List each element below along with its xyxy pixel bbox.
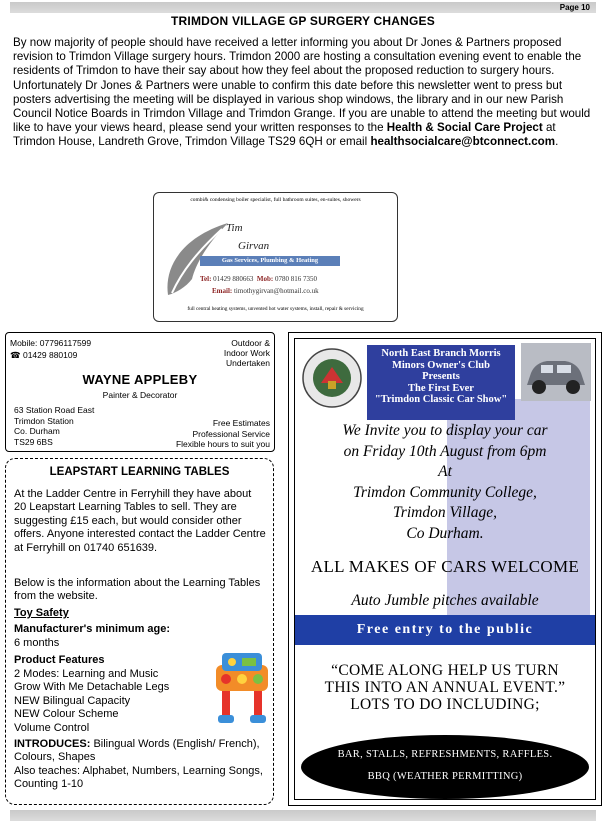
leapstart-article [5,458,274,805]
come-along-quote: “COME ALONG HELP US TURN THIS INTO AN ANNUAL EVENT.” LOTS TO DO INCLUDING; [324,662,566,713]
tg-email-line: Email: timothygirvan@hotmail.co.uk [212,287,319,295]
list-item: NEW Bilingual Capacity [14,694,131,707]
wa-mobile: Mobile: 07796117599 [10,338,92,348]
list-item: Volume Control [14,721,90,734]
leapstart-para1: At the Ladder Centre in Ferryhill they have about 20 Leapstart Learning Tables to sell. They are suggesting £15 each, but would consider other offers. Anyone interested contact the Ladder Centre at Ferryhill on 01740 651639. [14,488,266,554]
wa-services: Free Estimates Professional Service Flexible hours to suit you [175,418,270,449]
top-decor-bar [10,2,596,13]
invite-text: We Invite you to display your car on Friday 10th August from 6pm At Trimdon Community College, Trimdon Village, Co Durham. [342,422,548,542]
tim-girvan-advert [153,192,398,322]
classic-car-icon [521,343,591,401]
project-name: Health & Social Care Project [386,121,543,135]
leapstart-heading: LEAPSTART LEARNING TABLES [49,466,230,478]
tg-name-first: Tim [226,222,243,234]
wa-name: WAYNE APPLEBY [82,372,198,387]
bottom-decor-bar [10,810,596,821]
phone-icon: ☎ [10,350,21,360]
wa-phone: ☎ 01429 880109 [10,350,78,360]
tg-banner: Gas Services, Plumbing & Heating [200,256,340,266]
min-age-value: 6 months [14,637,60,649]
learning-table-toy-icon [212,649,272,727]
wayne-appleby-advert [5,332,275,452]
leapstart-para2: Below is the information about the Learning Tables from the website. [14,577,261,603]
article-body-mid: at Trimdon House, Landreth Grove, Trimdon Village TS29 6QH or email [13,121,556,149]
article-title: TRIMDON VILLAGE GP SURGERY CHANGES [171,14,435,28]
tg-phone-line: Tel: 01429 880663 Mob: 0780 816 7350 [200,275,318,283]
page-number: Page 10 [559,3,590,12]
wa-role: Painter & Decorator [102,390,178,400]
wa-work-type: Outdoor & Indoor Work Undertaken [223,338,270,368]
all-makes-welcome: ALL MAKES OF CARS WELCOME [310,557,580,576]
article-body [13,36,597,150]
tg-name-last: Girvan [238,240,270,252]
club-header: North East Branch Morris Minors Owner's Club Presents The First Ever "Trimdon Classic Car Show" [367,345,515,420]
tg-services-bottom: full central heating systems, unvented hot water systems, install, repair & servicing [187,306,364,312]
min-age-label: Manufacturer's minimum age: [14,623,171,635]
car-show-inner-frame [294,338,596,800]
list-item: Grow With Me Detachable Legs [14,681,170,694]
toy-safety-heading: Toy Safety [14,607,69,619]
article-body-end: . [555,135,559,149]
wa-address: 63 Station Road East Trimdon Station Co. Durham TS29 6BS [14,405,95,447]
activities-oval [301,735,589,799]
free-entry-banner: Free entry to the public [295,615,595,645]
activities-line-1: BAR, STALLS, REFRESHMENTS, RAFFLES. [337,749,553,760]
tg-services-top: combi& condensing boiler specialist, full bathroom suites, en-suites, showers [190,197,361,203]
features-heading: Product Features [14,654,105,666]
activities-line-2: BBQ (WEATHER PERMITTING) [367,771,523,782]
auto-jumble: Auto Jumble pitches available [351,592,539,609]
introduces-text: INTRODUCES: Bilingual Words (English/ French), Colours, Shapes Also teaches: Alphabet, Numbers, Learning Songs, Counting 1-10 [14,738,266,792]
features-list [14,668,194,735]
article-body-start: By now majority of people should have received a letter informing you about Dr Jones & Partners proposed revision to Trimdon Village surgery hours. Trimdon 2000 are hosting a consultation evening event to enable the residents of Trimdon to have their say about how they feel about the proposed reduction to surgery hours. Unfortunately Dr Jones & Partners were unable to confirm this date before this newsletter went to press but posters advertising the meeting will be displayed in various shop windows, the library and in our new Parish Council Notice Boards in Trimdon Village and Trimdon Grange. If you are unable to attend the meeting but would like to have your views heard, please send your written responses to the [13,36,591,135]
morris-club-badge-icon [301,347,363,409]
contact-email: healthsocialcare@btconnect.com [370,135,556,149]
also-teaches: Also teaches: Alphabet, Numbers, Learning Songs, Counting 1-10 [14,764,263,791]
car-show-poster [288,332,602,806]
list-item: 2 Modes: Learning and Music [14,668,159,680]
list-item: NEW Colour Scheme [14,708,119,721]
